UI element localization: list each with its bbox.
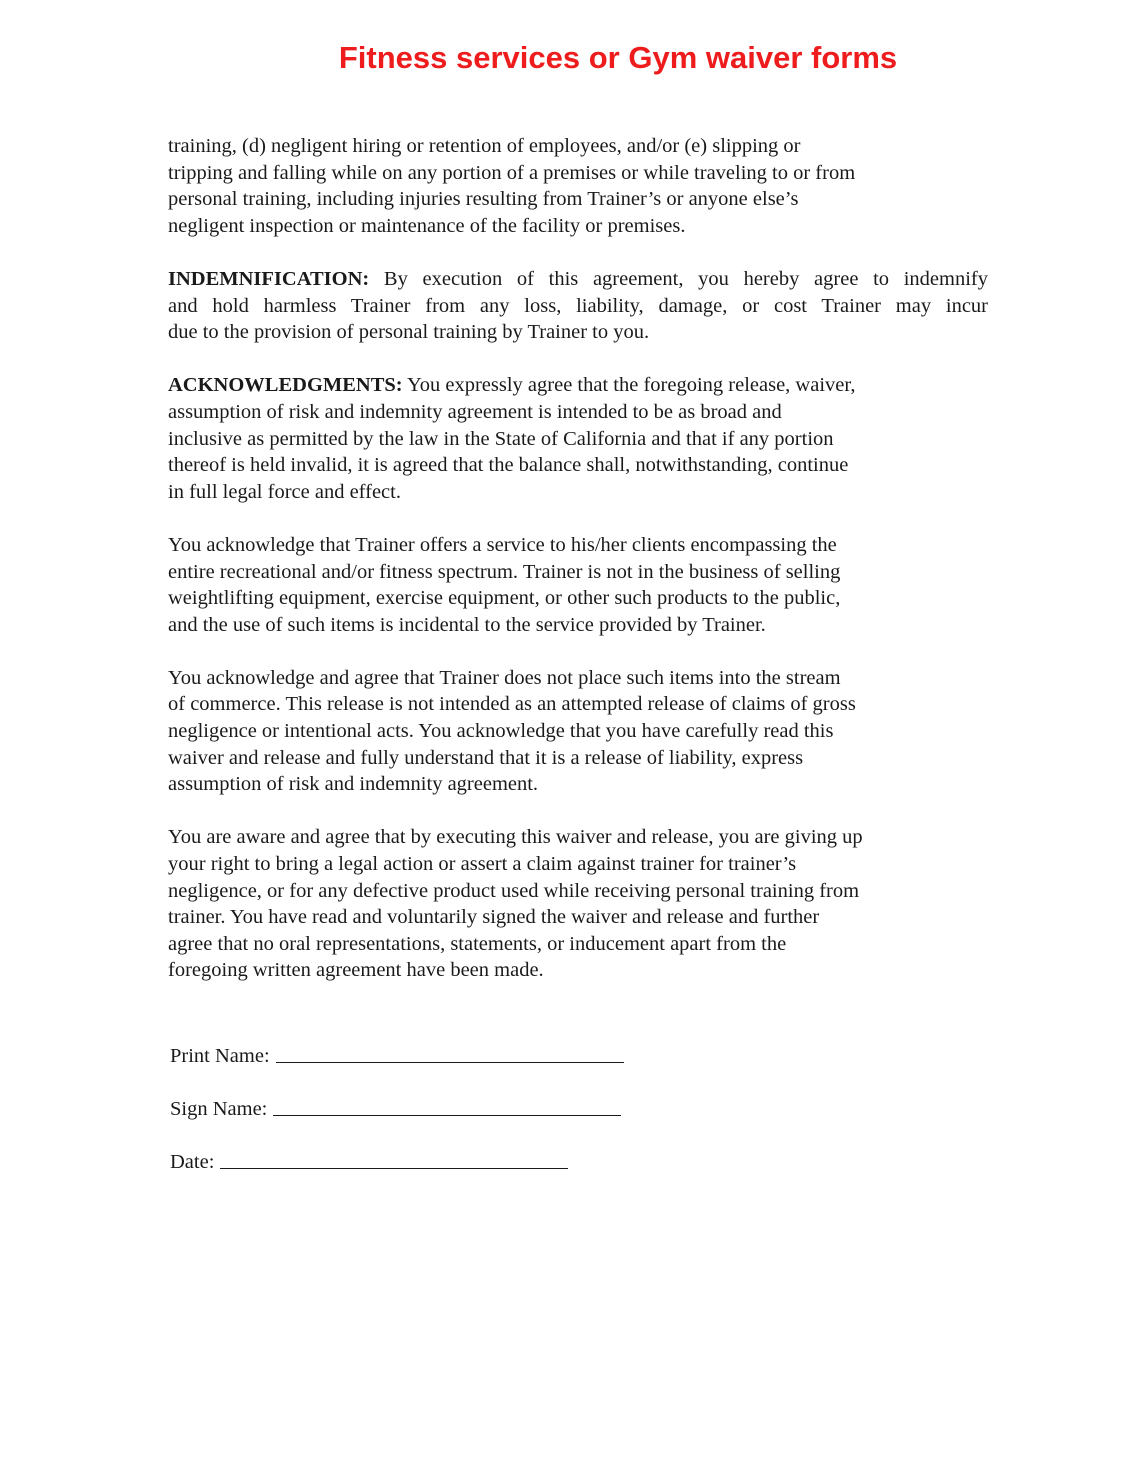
line-text: negligence, or for any defective product used while receiving personal training from xyxy=(168,879,860,902)
paragraph-line xyxy=(168,745,988,772)
paragraph-line xyxy=(168,452,988,479)
paragraph-line xyxy=(168,691,988,718)
print-name-row xyxy=(170,1038,624,1068)
line-text: negligence or intentional acts. You acknowledge that you have carefully read this xyxy=(168,720,834,743)
paragraph-line xyxy=(168,372,988,399)
paragraph xyxy=(168,824,988,984)
line-text: in full legal force and effect. xyxy=(168,480,401,503)
paragraph-line xyxy=(168,186,988,213)
line-text: personal training, including injuries resulting from Trainer’s or anyone else’s xyxy=(168,188,799,211)
paragraph-line xyxy=(168,319,988,346)
paragraph xyxy=(168,665,988,798)
line-text: due to the provision of personal training by Trainer to you. xyxy=(168,321,650,344)
line-text: agree that no oral representations, statements, or inducement apart from the xyxy=(168,932,787,955)
line-text: and the use of such items is incidental to the service provided by Trainer. xyxy=(168,613,766,636)
paragraph-line xyxy=(168,957,988,984)
line-text: trainer. You have read and voluntarily signed the waiver and release and further xyxy=(168,906,820,929)
line-text: You acknowledge and agree that Trainer does not place such items into the stream xyxy=(168,666,841,689)
paragraph xyxy=(168,372,988,505)
line-text: By execution of this agreement, you hereby agree to indemnify xyxy=(369,267,988,290)
paragraph-line xyxy=(168,771,988,798)
paragraph-line xyxy=(168,612,988,639)
paragraph-line xyxy=(168,665,988,692)
paragraph xyxy=(168,266,988,346)
line-text: assumption of risk and indemnity agreement is intended to be as broad and xyxy=(168,400,782,423)
line-text: weightlifting equipment, exercise equipment, or other such products to the public, xyxy=(168,587,841,610)
paragraph-line xyxy=(168,824,988,851)
line-text: You acknowledge that Trainer offers a service to his/her clients encompassing the xyxy=(168,533,837,556)
line-text: waiver and release and fully understand that it is a release of liability, express xyxy=(168,746,804,769)
line-text: assumption of risk and indemnity agreement. xyxy=(168,773,539,796)
paragraph-line xyxy=(168,266,988,293)
line-text: training, (d) negligent hiring or retention of employees, and/or (e) slipping or xyxy=(168,135,801,157)
sign-name-row xyxy=(170,1091,624,1121)
line-text: tripping and falling while on any portion of a premises or while traveling to or from xyxy=(168,161,856,184)
paragraph-line xyxy=(168,293,988,320)
print-name-label: Print Name: xyxy=(170,1045,270,1067)
paragraph-line xyxy=(168,585,988,612)
paragraph-line xyxy=(168,532,988,559)
sign-name-label: Sign Name: xyxy=(170,1098,268,1120)
paragraph-line xyxy=(168,904,988,931)
line-text: of commerce. This release is not intended as an attempted release of claims of gross xyxy=(168,693,856,716)
paragraph-line xyxy=(168,878,988,905)
line-text: thereof is held invalid, it is agreed that the balance shall, notwithstanding, continue xyxy=(168,454,849,477)
document-body xyxy=(168,133,988,1011)
line-text: You are aware and agree that by executing this waiver and release, you are giving up xyxy=(168,826,863,849)
line-text: You expressly agree that the foregoing release, waiver, xyxy=(402,374,856,397)
page-title: Fitness services or Gym waiver forms xyxy=(338,40,898,75)
paragraph-line xyxy=(168,718,988,745)
date-field[interactable] xyxy=(220,1168,568,1169)
paragraph-line xyxy=(168,133,988,160)
paragraph-line xyxy=(168,851,988,878)
line-text: negligent inspection or maintenance of the facility or premises. xyxy=(168,214,686,237)
section-heading: ACKNOWLEDGMENTS: xyxy=(168,374,403,397)
paragraph-line xyxy=(168,426,988,453)
paragraph-line xyxy=(168,399,988,426)
line-text: and hold harmless Trainer from any loss, liability, damage, or cost Trainer may incur xyxy=(168,294,988,317)
line-text: your right to bring a legal action or assert a claim against trainer for trainer’s xyxy=(168,853,797,876)
line-text: entire recreational and/or fitness spectrum. Trainer is not in the business of selling xyxy=(168,560,841,583)
section-heading: INDEMNIFICATION: xyxy=(168,267,370,290)
sign-name-field[interactable] xyxy=(273,1115,621,1116)
paragraph xyxy=(168,133,988,239)
paragraph-line xyxy=(168,559,988,586)
date-label: Date: xyxy=(170,1151,215,1173)
paragraph-line xyxy=(168,479,988,506)
line-text: inclusive as permitted by the law in the State of California and that if any portion xyxy=(168,427,834,450)
print-name-field[interactable] xyxy=(276,1062,624,1063)
paragraph-line xyxy=(168,160,988,187)
paragraph xyxy=(168,532,988,638)
paragraph-line xyxy=(168,213,988,240)
paragraph-line xyxy=(168,931,988,958)
signature-block xyxy=(170,1038,624,1197)
date-row xyxy=(170,1144,624,1174)
line-text: foregoing written agreement have been made. xyxy=(168,959,544,982)
